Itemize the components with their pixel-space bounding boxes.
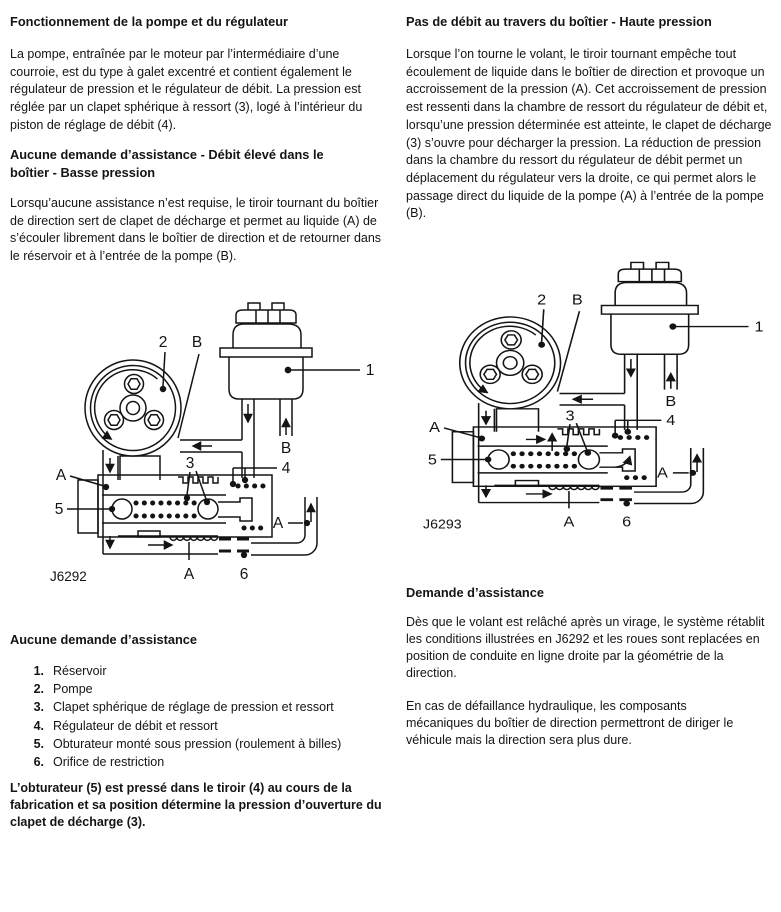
legend-item [10,717,384,735]
label-b-pipe: B [280,440,292,457]
legend-item-text: Obturateur monté sous pression (roulement à billes) [53,736,342,751]
label-a-right: A [272,515,284,532]
right-heading-no-flow-high-pressure: Pas de débit au travers du boîtier - Haute pression [406,14,712,29]
label-a-left: A [55,467,67,484]
restriction-orifice [219,539,249,551]
left-paragraph-no-assist: Lorsqu’aucune assistance n’est requise, le tiroir tournant du boîtier de direction sert de clapet de décharge et permet au liquide (A) de s’écouler librement dans le boîtier de direction et de retourner dans le réservoir et à l’entrée de la pompe (B). [10,196,382,264]
label-5: 5 [427,451,437,469]
figure-caption: J6292 [50,569,87,584]
legend-item [10,753,384,771]
legend-heading: Aucune demande d’assistance [10,632,198,647]
figure-j6293 [402,250,780,537]
legend-item-number: 2. [33,682,44,697]
legend-item [10,662,384,680]
legend-item-text: Orifice de restriction [53,755,165,770]
label-3: 3 [565,407,575,425]
pump-pulley [85,360,181,456]
restriction-orifice [600,488,632,499]
return-line [560,354,678,430]
right-paragraph-hydraulic-failure: En cas de défaillance hydraulique, les composants mécaniques du boîtier de direction permettront de diriger le véhicule mais la direction sera plus dure. [406,699,734,747]
legend-list [10,662,384,771]
flow-curve-arrow-icon [615,457,630,468]
legend-item-text: Pompe [53,682,93,697]
left-heading-pump-operation: Fonctionnement de la pompe et du régulateur [10,14,289,29]
legend-item-text: Réservoir [53,664,107,678]
label-a-bottom: A [563,514,575,531]
legend-item-number: 6. [33,755,44,770]
label-3: 3 [185,455,195,472]
left-paragraph-pump-description: La pompe, entraînée par le moteur par l’intermédiaire d’une courroie, est du type à galet excentré et contient également le régulateur de pression et le régulateur de débit. La pression est réglée par un clapet sphérique à ressort (3), logé à l’intérieur du piston de réglage de débit (4). [10,47,363,132]
hydraulic-schematic [402,250,780,537]
label-5: 5 [54,501,64,518]
label-4: 4 [666,412,676,429]
legend-item-text: Clapet sphérique de réglage de pression et ressort [53,700,334,715]
high-pressure-flow-arrows [526,434,630,467]
reservoir [220,303,360,399]
figure-j6292 [30,290,390,590]
pump-pulley [460,317,561,409]
label-4: 4 [281,460,291,477]
label-a-bottom: A [183,566,195,583]
left-note-obturator: L’obturateur (5) est pressé dans le tiroir (4) au cours de la fabrication et sa position détermine la pression d’ouverture du clapet de décharge (3). [10,781,382,829]
label-2: 2 [158,334,168,351]
label-a-left: A [429,419,440,436]
label-2: 2 [537,292,547,309]
label-1: 1 [365,362,375,379]
label-b-pipe: B [665,393,677,410]
legend-item-number: 5. [33,736,44,751]
legend-item [10,680,384,698]
legend-item [10,698,384,716]
legend-item-number: 4. [33,718,44,733]
label-b-top: B [571,292,583,309]
hydraulic-schematic [30,290,390,590]
figure-caption: J6293 [423,516,462,532]
legend-item-number: 3. [33,700,44,715]
valve-stem [599,449,635,471]
label-a-right: A [656,465,668,482]
label-6: 6 [622,514,632,531]
label-b-top: B [191,334,203,351]
right-paragraph-high-pressure: Lorsque l’on tourne le volant, le tiroir tournant empêche tout écoulement de liquide dans le boîtier de direction et provoque un accroissement de la pression (A). Cet accroissement de pression est ressenti dans la chambre de ressort du régulateur de débit et, lorsqu’une pression déterminée est atteinte, le clapet de décharge (3) s’ouvre pour décharger la pression. La réduction de pression dans la chambre du ressort du régulateur de débit permet un déplacement du régulateur vers la droite, ce qui permet alors le passage direct du liquide de la pompe (A) à l’entrée de la pompe (B). [406,47,772,221]
legend-item-number: 1. [33,664,44,678]
right-paragraph-assist-request: Dès que le volant est relâché après un virage, le système rétablit les conditions illustrées en J6292 et les roues sont replacées en position de conduite en ligne droite par la géométrie de la direction. [406,615,765,680]
left-heading-no-assist-low-pressure: Aucune demande d’assistance - Débit élevé dans le boîtier - Basse pression [10,147,324,180]
valve-stem [218,498,252,521]
pump-housing [497,409,539,432]
legend-item-text: Régulateur de débit et ressort [53,718,218,733]
pump-housing [120,456,160,480]
right-heading-assist-request: Demande d’assistance [406,585,544,600]
reservoir [602,262,749,354]
label-1: 1 [754,318,764,336]
label-6: 6 [239,566,249,583]
legend-item [10,735,384,753]
return-line [180,399,292,478]
